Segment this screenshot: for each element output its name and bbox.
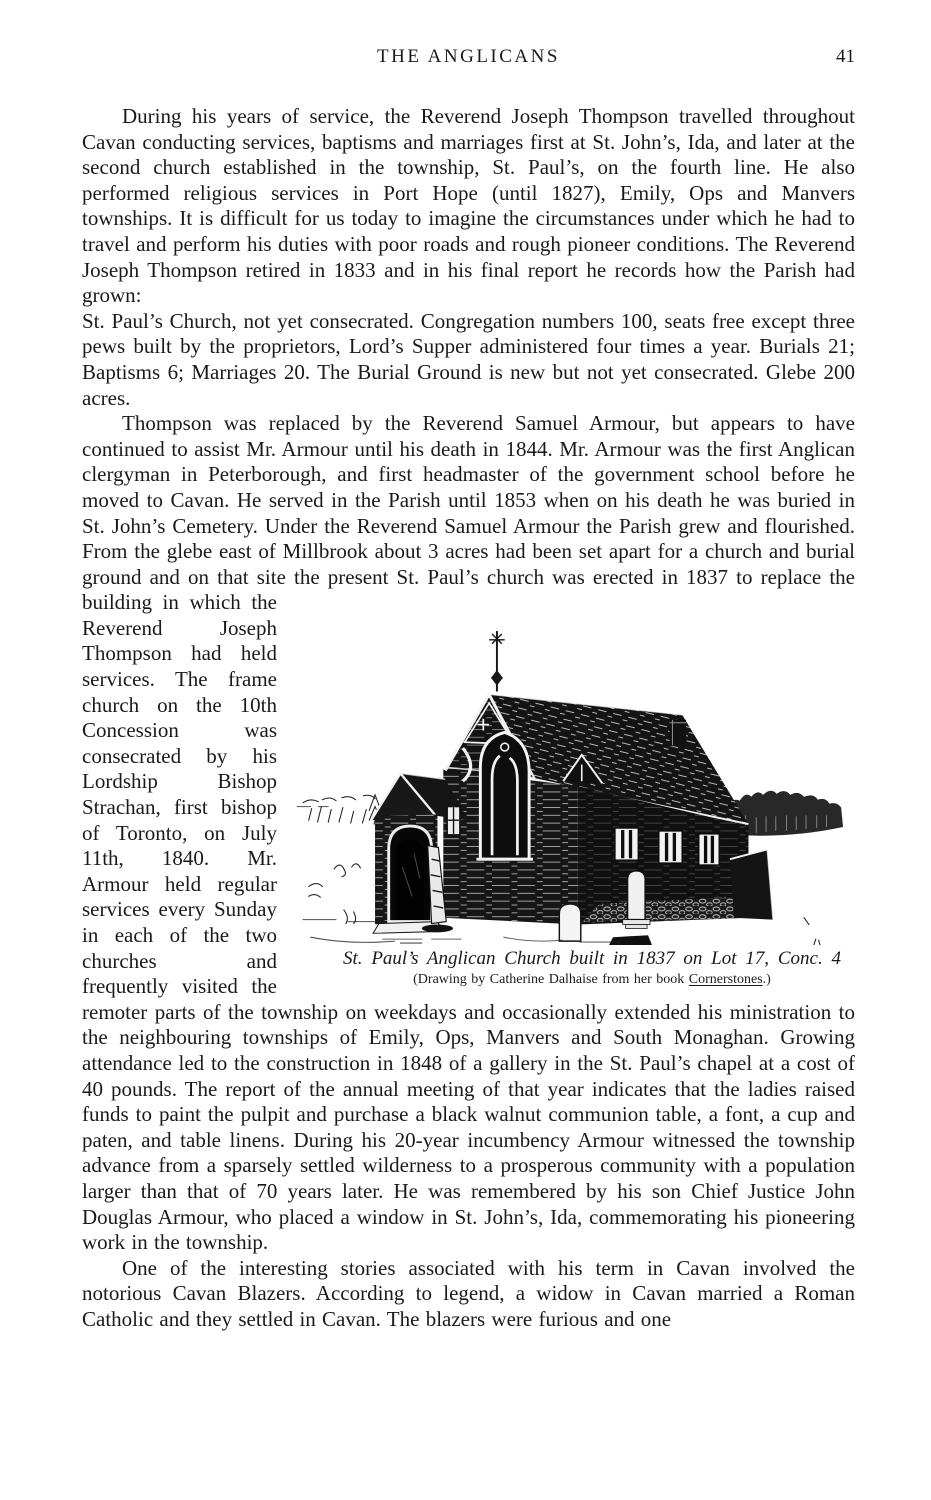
page-number: 41 [836, 46, 855, 67]
church-figure [289, 594, 855, 988]
paragraph-3: One of the interesting stories associated with his term in Cavan involved the notorious Cavan Blazers. According to legend, a widow in Cavan married a Roman Catholic and they settled in Cavan. The blazers were furious and one [82, 1255, 855, 1331]
church-illustration [289, 594, 855, 945]
figure-credit [289, 971, 855, 988]
paragraph-2-part-a: Thompson was replaced by the Reverend Samuel Armour, but appears to have continued to assist Mr. Armour until his death in 1844. Mr. Armour was the first Anglican clergyman in Peterborough, and first headmaster of the government school before he moved to Cavan. He served in the Parish until 1853 when on his death he was buried in St. John’s Cemetery. Under the Reverend Samuel Armour the Parish grew and flourished. From the glebe east of Millbrook about 3 acres had been set apart for a church and burial ground and on that site the present St. Paul’s church was erected in 1837 to replace the building in which [82, 411, 855, 615]
figure-credit-book-title: Cornerstones [688, 972, 763, 988]
parish-report-quote: St. Paul’s Church, not yet consecrated. Congregation numbers 100, seats free except three pews built by the proprietors, Lord’s Supper administered four times a year. Burials 21; Baptisms 6; Marriages 20. The Burial Ground is new but not yet consecrated. Glebe 200 acres. [82, 308, 855, 410]
paragraph-2 [82, 411, 855, 1256]
figure-credit-suffix: .) [762, 972, 771, 988]
paragraph-2-part-b: the Reverend Joseph Thompson had held services. The frame church on the 10th Concession was consecrated by his Lordship Bishop Strachan, first bishop of Toronto, on July 11th, 1840. Mr. Armour held regular services every Sunday in each of the two churches and frequently visited the remoter parts of the township on weekdays and occasionally extended his ministration to the neighbouring townships of Emily, Ops, Manvers and South Monaghan. Growing attendance led to the construction in 1848 of a gallery in the St. Paul’s chapel at a cost of 40 pounds. The report of the annual meeting of that year indicates that the ladies raised funds to paint the pulpit and purchase a black walnut communion table, a font, a cup and paten, and table linens. During his 20-year incumbency Armour witnessed the township advance from a sparsely settled wilderness to a prosperous community with a population larger than that of 70 years later. He was remembered by his son Chief Justice John Douglas Armour, who placed a window in St. John’s, Ida, commemorating his pioneering work in the township. [82, 590, 855, 1255]
body-text [82, 104, 855, 1333]
page-title: THE ANGLICANS [377, 46, 560, 67]
figure-credit-prefix: (Drawing by Catherine Dalhaise from her book [413, 972, 689, 988]
paragraph-1: During his years of service, the Reverend Joseph Thompson travelled throughout Cavan conducting services, baptisms and marriages first at St. John’s, Ida, and later at the second church established in the township, St. Paul’s, on the fourth line. He also performed religious services in Port Hope (until 1827), Emily, Ops and Manvers townships. It is difficult for us today to imagine the circumstances under which he had to travel and perform his duties with poor roads and rough pioneer conditions. The Reverend Joseph Thompson retired in 1833 and in his final report he records how the Parish had grown: [82, 104, 855, 308]
running-header [82, 46, 855, 68]
figure-caption: St. Paul’s Anglican Church built in 1837 on Lot 17, Conc. 4 [343, 948, 841, 970]
